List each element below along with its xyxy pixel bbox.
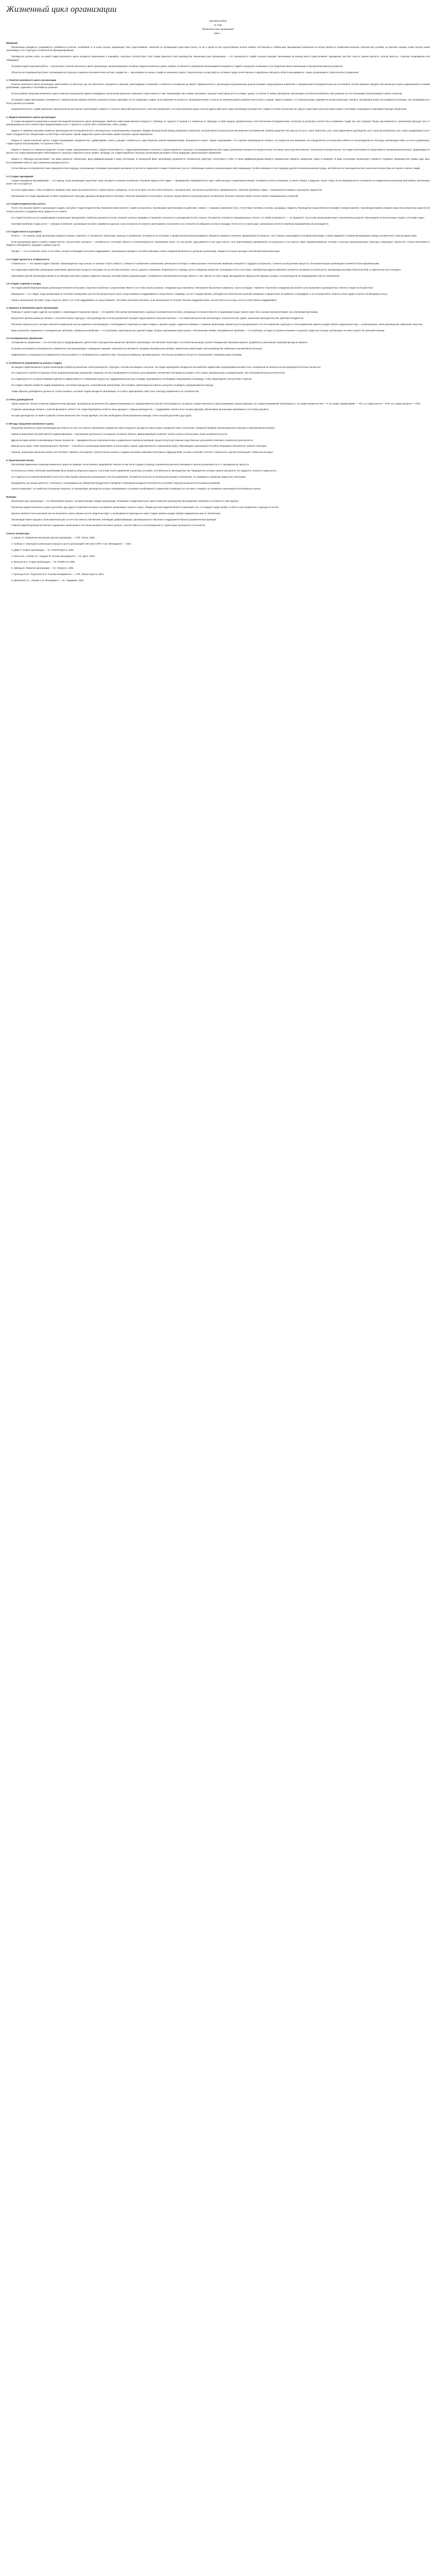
section-heading: Введение bbox=[6, 42, 18, 44]
section-heading: 4.1 Роль руководителя bbox=[6, 398, 33, 401]
body-paragraph: Ключевая проблема стадии роста — ловушка основателя: организация не может развиваться дальше, пока основатель не научится делегировать полномочия и не согласится на введение систем и процедур. Если этого не происходит, организация остается семейным предприятием или распадается. bbox=[11, 222, 329, 225]
section-heading: Выводы bbox=[6, 495, 16, 498]
body-paragraph: 3. Дафт Р. Теория организации. — М.: ЮНИТИ-ДАНА, 2006. bbox=[11, 548, 74, 551]
body-paragraph: Стадия зарождения (выхаживания) — это период, когда организация существует лишь как идея в сознании основателя. Основная задача этой стадии — сформировать приверженность идее, найти ресурсы и единомышленников. Основатель полон энтузиазма, он много говорит о будущем, строит планы. Если приверженность основателя не подкреплена реальными действиями, организация может так и не родиться. bbox=[6, 179, 430, 185]
section-heading: 2.1 Стадия зарождения bbox=[6, 175, 33, 178]
body-paragraph: Важную роль играет также организационное обучение — способность организации накапливать и использовать знания, адаптироваться к изменениям среды. Обучающаяся организация способна непрерывно обновляться, избегая стагнации. bbox=[11, 445, 267, 448]
body-paragraph: Другим методом является реинжиниринг бизнес-процессов — фундаментальное переосмысление и радикальное перепроектирование процессов для достижения существенных улучшений в ключевых показателях деятельности. bbox=[11, 438, 254, 442]
body-paragraph: Модель Р. Куинна и К. Камерона выделяет четыре стадии: предпринимательскую, стадию коллективности, стадию формализации и контроля, стадию выработки структуры. На предпринимательской стадии организация находится в младенческом состоянии, цели еще расплывчаты, творческий потенциал высок. На стадии коллективности продолжается инновационный процесс, формулируется миссия. На стадии формализации стабилизируется структура, выделяется роль правил, процедур. На стадии выработки структуры организация расширяет спектр продукции, децентрализует управление. bbox=[6, 148, 430, 155]
body-paragraph: Организации рождаются, развиваются, добиваются успехов, ослабевают и, в конце концов, прекращают свое существование. Немногие из организаций существуют вечно, но ни у одной из них существование нельзя назвать постоянным и стабильным. Вызываемые изменения не всегда являются отражением внешних событий или условий, их причины нередко лежат внутри самой организации, в ее структуре и особенностях функционирования. bbox=[6, 46, 430, 52]
body-paragraph: 1. Адизес И. Управление жизненным циклом корпорации. — СПб.: Питер, 2008. bbox=[11, 536, 96, 539]
body-paragraph: 5. Мильнер Б.З. Теория организации. — М.: ИНФРА-М, 2005. bbox=[11, 561, 76, 564]
body-paragraph: Модель И. Адизеса включает десять стадий: выхаживание, младенчество, «давай-давай», юность, расцвет, стабильность, аристократизм, ранняя бюрократизация, бюрократия и смерть. Адизес подчеркивает, что старение организации не связано с ее возрастом или размером; оно определяется соотношением гибкости и контролируемости. Молодые организации гибки, но плохо управляемы; старые хорошо контролируемы, но утратили гибкость. bbox=[6, 139, 430, 145]
section-heading: 4. Особенности управления на разных стадиях bbox=[6, 361, 62, 364]
section-heading: 2. Модели жизненного цикла организации bbox=[6, 115, 56, 118]
document-body bbox=[6, 42, 430, 583]
body-paragraph: На стадии старения требуется лидер-реформатор, способный преодолеть сопротивление изменениям, восстановить ориентацию на клиента и результат, возродить предпринимательский дух. bbox=[11, 384, 214, 387]
document-section bbox=[6, 230, 430, 253]
body-paragraph: В теории менеджмента предложено множество моделей жизненного цикла организации. Наиболее известными являются модели Л. Грейнера, И. Адизеса, Р. Куинна и К. Камерона, Б. Ливехуда, а также модели, разработанные отечественными исследователями. Несмотря на различия в количестве и названиях стадий, все они отражают общую закономерность: организация проходит путь от предпринимательского начала через формализацию и рост к зрелости, а затем либо к обновлению, либо к упадку. bbox=[6, 120, 430, 126]
document-section bbox=[6, 459, 430, 491]
body-paragraph: Предприятия, достигшие зрелости, столкнулись с необходимостью обновления продуктового портфеля и повышения конкурентоспособности в условиях открытия рынка для иностранных компаний. bbox=[11, 481, 221, 484]
section-heading: 2.2 Стадия младенчества и роста bbox=[6, 202, 46, 206]
body-paragraph: Главной задачей руководства является удержание организации в состоянии расцвета как можно дольше, сочетая гибкость и контролируемость, ориентацию на результат и на клиента. bbox=[11, 524, 206, 527]
body-paragraph: Анализ показывает, что наиболее успешными оказались те организации, руководство которых своевременно осознавало необходимость изменений и проводило их системно, опираясь на понимание закономерностей жизненного цикла. bbox=[11, 487, 261, 490]
body-paragraph: Различают кризисы роста, которые являются нормальной частью развития и сигнализируют о необходимости перехода на новую стадию, и кризисы упадка, свидетельствующие о старении организации. Кризисы роста преодолеваются за счет изменения структуры и стиля управления; кризисы упадка требуют радикальных мер — реорганизации, смены руководства, изменения стратегии. bbox=[11, 323, 423, 326]
body-paragraph: Бюрократия — это стадия, когда организация не способна генерировать достаточно ресурсов для своего существования и поддерживается искусственно, например, за счет государственных субсидий или политических решений. Внимание сосредоточено на правилах и процедурах, а не на результатах. Клиенту очень трудно получить необходимую услугу. bbox=[11, 292, 388, 295]
document-page bbox=[0, 0, 436, 606]
body-paragraph: Продление жизненного цикла организации достигается за счет постоянного обновления: разработки новых продуктов, выхода на новые рынки, внедрения новых технологий, совершенствования организационной структуры и корпоративной культуры. bbox=[11, 426, 276, 429]
body-paragraph: 4. Мескон М., Альберт М., Хедоури Ф. Основы менеджмента. — М.: Дело, 2000. bbox=[11, 554, 95, 557]
document-section bbox=[6, 496, 430, 528]
meta-line: "Жизненный цикл организации" bbox=[201, 28, 235, 30]
body-paragraph: Жизненный цикл организации — это объективный процесс, который проходит каждая организация. Понимание стадий жизненного цикла позволяет руководству прогнозировать проблемы и готовиться к ним заранее. bbox=[11, 499, 239, 502]
body-paragraph: Расцвет — это не конечная точка, а состояние, которое необходимо постоянно поддерживать. Организация в расцвете способна порождать новые направления бизнеса и дочерние организации, каждая из которых проходит собственный жизненный цикл. bbox=[11, 250, 281, 253]
section-heading: 3. Кризисы в жизненном цикле организации bbox=[6, 307, 58, 310]
document-section bbox=[6, 116, 430, 171]
title-page-block bbox=[6, 20, 430, 35]
body-paragraph: Внутренние причины кризисов связаны с несоответствием структуры, стиля руководства и систем управления текущей стадии развития. Внешние причины — это изменения рыночной конъюнктуры, технологические сдвиги, изменения законодательства, действия конкурентов. bbox=[11, 317, 304, 320]
body-paragraph: На стадии роста требуется переход к более формализованному управлению, введение систем планирования и контроля, делегирование полномочий. Руководитель должен стать скорее организатором и координатором, чем непосредственным исполнителем. bbox=[11, 371, 286, 375]
document-section bbox=[6, 79, 430, 111]
section-heading: 1. Понятие жизненного цикла организации bbox=[6, 78, 57, 81]
document-title: Жизненный цикл организации bbox=[6, 4, 117, 14]
document-section bbox=[6, 307, 430, 332]
body-paragraph: На стадии аристократизма организация накапливает финансовые ресурсы и расходует их на системы контроля, льготы, дорогие помещения. Формальность в одежде, речи и поведении возрастает. Инновации почти отсутствуют, приобретения других компаний становятся основным способом роста. Организация выглядит благополучной, но фактически она стагнирует. bbox=[11, 268, 402, 271]
body-paragraph: На стадии зрелости основное внимание уделяется эффективности, оптимизации процессов, поддержанию рыночных позиций. Одновременно необходимо стимулировать инновации, чтобы предотвратить наступление старения. bbox=[11, 378, 252, 381]
document-section bbox=[6, 282, 430, 302]
section-heading: Список литературы bbox=[6, 532, 30, 535]
body-paragraph: Руководство должно знать, на какой стадии жизненного цикла находится организация, и оценивать, насколько соответствует этой стадии принятый стиль руководства. Жизненный цикл организации — это совокупность стадий, которые проходит организация за период своего существования: зарождение, детство, юность, ранняя зрелость, полная зрелость, старение, возрождение или ликвидация. bbox=[6, 55, 430, 61]
body-paragraph: Таким образом, руководитель должен не только понимать, на какой стадии находится организация, но и уметь адаптировать свой стиль и методы управления к ее потребностям. bbox=[11, 390, 200, 393]
section-heading: 5. Методы продления жизненного цикла bbox=[6, 422, 54, 425]
body-paragraph: Объектом исследования выступает организация как открытая социально-экономическая система, предметом — закономерности смены стадий ее жизненного цикла. Теоретическую основу работы составили труды отечественных и зарубежных авторов в области менеджмента, теории организации и стратегического управления. bbox=[11, 71, 359, 74]
body-paragraph: Рассмотрим применение концепции жизненного цикла на примере отечественных предприятий. Многие из них были созданы в период становления рыночной экономики и прошли ускоренный путь от зарождения до зрелости. bbox=[11, 463, 250, 466]
body-paragraph: Если организации удается пройти стадию юности, она достигает расцвета — оптимального сочетания гибкости и контролируемости. Организация знает, что она делает, куда движется и как туда попасть. Она ориентирована одновременно на результаты и на клиента, имеет формализованные системы и прочную организационную структуру, стимулирует творчество. Планы выполняются, бюджеты соблюдаются, продажи и прибыль растут. bbox=[6, 241, 430, 247]
body-paragraph: На начальных этапах типичными проблемами были нехватка оборотных средств, отсутствие опыта управления в рыночных условиях, нестабильность законодательства. Предприятия, которые сумели преодолеть эти трудности, вошли в стадию роста. bbox=[11, 469, 277, 472]
body-paragraph: Адизес выделяет четыре основные управленческие функции: производство результатов (P), администрирование (A), предпринимательство (E) и интеграцию (I). На разных стадиях жизненного цикла доминируют разные функции. На стадии выхаживания преобладает E, на стадии младенчества — P, на стадии «давай-давай» — PE, на стадии юности — PAE, на стадии расцвета — PAEI. bbox=[11, 402, 421, 405]
meta-line: Киев — bbox=[214, 32, 222, 35]
meta-line: по теме bbox=[214, 24, 222, 26]
body-paragraph: На стадии быстрого роста («давай-давай») организация преодолевает проблемы денежного потока, начинает успешно продавать и проявляет склонность к расширению во все стороны. Основатель становится самоуверенным, считает, что любая возможность — это приоритет. Отсутствие фокусировки ведет к распылению ресурсов. Организация построена вокруг людей, а не вокруг задач. bbox=[11, 216, 425, 219]
body-paragraph: Основные инструменты антикризисного управления: реструктуризация, сокращение издержек, пересмотр ассортимента, продажа непрофильных активов, привлечение инвестиций, смена руководства, изменение корпоративной культуры. bbox=[11, 347, 263, 350]
body-paragraph: На каждой стадии организация сталкивается с определенным набором проблем, решение которых переводит ее на следующую стадию. Если проблема не решается, организация может остаться на прежнем уровне развития или вступить в кризис. Важно понимать, что переход между стадиями не всегда происходит линейно: организация может как продвигаться вперед, так и возвращаться к более ранним состояниям. bbox=[6, 98, 430, 105]
section-heading: 2.5 Стадия старения и упадка bbox=[6, 282, 41, 285]
body-paragraph: После того как риск принят и организация создана, наступает стадия младенчества. Внимание переключается с идей на результаты. Организация ориентирована на действие, главное — продажи и денежный поток. Отсутствуют политики, системы, процедуры, бюджеты. Руководство осуществляется в режиме «пожаротушения». Организация крайне уязвима: недостаток оборотных средств или потеря ключевого сотрудника могут привести к ее гибели. bbox=[6, 207, 430, 213]
body-paragraph: Понятие жизненного цикла организации заимствовано из биологии, где оно обозначает совокупность явлений, происходящих в организме с момента его рождения до смерти. Применительно к организации под жизненным циклом понимают предсказуемые изменения с определенной последовательностью состояний в течение времени. Каждый этап жизненного цикла характеризуется своими проблемами, задачами и способами их решения. bbox=[6, 82, 430, 89]
body-paragraph: Одним из важнейших методов является диверсификация — расширение деятельности за пределы основного бизнеса. Диверсификация позволяет снизить риски и использовать новые возможности роста. bbox=[11, 432, 228, 435]
body-paragraph: Антикризисное управление — это система мер по предупреждению, диагностике и преодолению кризисных явлений в организации. Оно включает мониторинг состояния организации, раннее обнаружение признаков кризиса, разработку и реализацию программ выхода из кризиса. bbox=[11, 341, 308, 344]
section-heading: 2.4 Стадия зрелости и стабильности bbox=[6, 258, 49, 261]
document-section bbox=[6, 202, 430, 226]
body-paragraph: Старение организации связано с утратой функции E, затем P. На стадии бюрократии остается лишь функция A. Задача руководителя — поддерживать баланс всех четырех функций, обеспечивая организации пребывание в состоянии расцвета. bbox=[11, 408, 269, 411]
body-paragraph: Организация на стадии зарождения не имеет формальной структуры, функции распределяются спонтанно. Решения принимаются интуитивно, контроль осуществляется непосредственно основателем. Большое значение имеют личные связи и неформальные отношения. bbox=[11, 195, 299, 198]
body-paragraph: Юность — это период, когда организация рождается заново, отделяясь от основателя. Происходит переход от управления, основанного на интуиции, к профессиональному менеджменту. Вводятся правила и политики, формализуются процессы. Этот период сопровождается конфликтами между «старой гвардией» и новыми менеджерами, между основателем и советом директоров. bbox=[11, 234, 417, 238]
document-section bbox=[6, 362, 430, 394]
section-heading: 2.3 Стадия юности и расцвета bbox=[6, 230, 42, 233]
body-paragraph: 7. Кузнецов Ю.В., Подлесных В.И. Основы менеджмента. — СПб.: Бизнес-пресса, 2001. bbox=[11, 573, 104, 576]
body-paragraph: Модель Б. Ливехуда рассматривает три фазы развития: пионерскую, фазу дифференциации и фазу интеграции. В пионерской фазе организация управляется основателем, действует интуитивно и гибко. В фазе дифференциации вводятся формальные правила, разделение труда и иерархия. В фазе интеграции организация стремится соединить преимущества первых двух фаз, восстанавливая гибкость при сохранении упорядоченности. bbox=[6, 158, 430, 164]
body-paragraph: Наконец, продлению жизненного цикла способствуют слияния и поглощения, стратегические альянсы, создание дочерних компаний и венчурных подразделений, которые позволяют сочетать стабильность зрелой организации с гибкостью молодых. bbox=[11, 451, 274, 454]
body-paragraph: Отечественные исследователи также предлагали свои подходы, учитывающие специфику переходной экономики. В частности, выделяются стадии становления, роста, стабилизации, кризиса и реорганизации либо ликвидации. Особое внимание в этих подходах уделяется влиянию внешней среды, нестабильности законодательства и рыночной конъюнктуры на скорость смены стадий. bbox=[11, 167, 421, 170]
body-paragraph: Смерть организации наступает тогда, когда нет никого, кто готов поддерживать ее существование. Это может произойти внезапно, если организация не получает больше поддержки извне, или растянуться на годы, если ее искусственно поддерживают. bbox=[11, 298, 277, 301]
body-paragraph: Эффективность антикризисного управления во многом зависит от своевременности принятых мер. Чем раньше выявлены признаки кризиса, тем больше возможностей для его преодоления с минимальными потерями. bbox=[11, 353, 242, 357]
body-paragraph: Важно различать нормальные и ненормальные проблемы. Нормальные проблемы — это проблемы, характерные для данной стадии, которые организация может решить собственными силами. Ненормальные проблемы — это проблемы, которые не должны возникать на данной стадии или которые организация не может решить без внешней помощи. bbox=[11, 329, 385, 332]
section-heading: 6. Практический анализ bbox=[6, 459, 34, 462]
body-paragraph: На стадии роста основной проблемой стало отсутствие профессиональных менеджеров и систем управления. Основатели зачастую не желали делегировать полномочия, что приводило к кризисам лидерства и автономии. bbox=[11, 475, 247, 478]
body-paragraph: На этой стадии важно, чтобы основатель проверил свою идею на реалистичность, оценил риски и определил, готов ли он брать на себя ответственность. Чем выше риск, тем сильнее должна быть приверженность. Типичная проблема стадии — чрезмерный оптимизм и недооценка трудностей. bbox=[11, 189, 323, 192]
body-paragraph: Ни один руководитель не может в равной степени выполнять все четыре функции, поэтому необходима сбалансированная команда, члены которой дополняют друг друга. bbox=[11, 414, 192, 417]
document-section bbox=[6, 422, 430, 454]
body-paragraph: Модель Л. Грейнера описывает развитие организации как последовательность эволюционных и революционных периодов. Каждый эволюционный период завершается кризисом, который является результатом накопившихся противоречий. Грейнер выделяет пять фаз роста: рост через творчество, рост через директивное руководство, рост через делегирование, рост через координацию и рост через сотрудничество. Каждой фазе соответствует свой кризис: кризис лидерства, кризис автономии, кризис контроля, кризис бюрократии. bbox=[6, 129, 430, 135]
meta-line: Курсовая работа bbox=[209, 20, 227, 22]
document-section bbox=[6, 398, 430, 418]
body-paragraph: На каждой стадии жизненного цикла организации требуются различные стили руководства, структуры, системы мотивации и контроля. На стадии зарождения и младенчества наиболее эффективен предпринимательский стиль, основанный на личном участии руководителя во всех процессах. bbox=[11, 365, 321, 368]
body-paragraph: Признаками зрелой организации являются устойчивая рыночная позиция, развитая структура, высокий уровень формализации, сложившаяся корпоративная культура. Вместе с тем, именно на этой стадии закладываются предпосылки будущего упадка, если руководство не предпринимает мер по обновлению. bbox=[11, 274, 340, 277]
body-paragraph: Переход от одной стадии к другой, как правило, сопровождается кризисом. Кризис — это крайнее обострение противоречий в социально-экономической системе, угрожающее ее жизнестойкости в окружающей среде. Кризис может быть вызван как внутренними, так и внешними причинами. bbox=[11, 311, 319, 314]
document-section bbox=[6, 42, 430, 74]
body-paragraph: Организация может продлить свой жизненный цикл за счет постоянного обновления, инноваций, диверсификации, организационного обучения и поддержания баланса управленческих функций. bbox=[11, 518, 217, 521]
body-paragraph: Различные модели жизненного цикла дополняют друг друга и позволяют взглянуть на развитие организации с разных сторон. Общим для всех моделей является признание того, что каждая стадия требует особого стиля управления, структуры и систем. bbox=[11, 505, 280, 509]
body-paragraph: 2. Грейнер Л. Эволюция и революция в процессе роста организаций // Вестник СПбГУ. Сер. Менеджмент. — 2002. bbox=[11, 542, 132, 545]
body-paragraph: Кризисы являются неотъемлемой частью жизненного цикла. Кризисы роста свидетельствуют о необходимости перехода на новую стадию; кризисы упадка требуют радикальных мер по обновлению. bbox=[11, 512, 221, 515]
section-heading: 3.1 Антикризисное управление bbox=[6, 337, 43, 340]
document-section bbox=[6, 337, 430, 357]
body-paragraph: Продолжительность стадий жизненного цикла различна для разных организаций и зависит от отрасли, масштаба деятельности, качества управления, состояния внешней среды и многих других факторов. Одни организации проходят все стадии в течение нескольких лет, другие существуют десятилетиями и даже столетиями, неоднократно переживая периоды обновления. bbox=[11, 108, 407, 111]
body-paragraph: Использование концепции жизненного цикла позволяет руководству заранее предвидеть наступление кризисных периодов и подготовиться к ним. Организации, как и живые организмы, проходят через фазы роста и упадка, однако, в отличие от живых организмов, организация способна возобновлять свое развитие за счет инноваций, реорганизации и смены стратегии. bbox=[11, 92, 403, 95]
body-paragraph: На стадии ранней бюрократизации организация начинает испытывать серьезные проблемы с результатами. Вместо того чтобы искать решение, сотрудники ищут виноватых. Начинаются внутренние конфликты, «охота на ведьм». Наиболее творческие сотрудники увольняются или увольняются руководством. Клиенты отходят на второй план. bbox=[11, 286, 374, 289]
document-section bbox=[6, 532, 430, 583]
body-paragraph: 8. Виханский О.С., Наумов А.И. Менеджмент. — М.: Гардарики, 2003. bbox=[11, 579, 84, 582]
body-paragraph: Основная задача курсовой работы — рассмотреть понятие жизненного цикла организации, проанализировать основные модели жизненного цикла, выявить особенности управления организацией на каждой из стадий и определить возможные пути продления жизни организации и преодоления кризисов развития. bbox=[11, 64, 343, 67]
document-section bbox=[6, 258, 430, 278]
body-paragraph: Стабильность — это первая стадия старения. Организация все еще сильна, но начинает терять гибкость. Снижается стремление к изменениям, уменьшается интерес к новым рынкам и технологиям. Внимание смещается с будущего на прошлое, с клиента на внутренние процессы. Отношения внутри организации становятся более формальными. bbox=[11, 262, 380, 265]
document-section bbox=[6, 175, 430, 198]
body-paragraph: 6. Ливехуд Б. Развитие организации. — М.: Прогресс, 1995. bbox=[11, 567, 74, 570]
